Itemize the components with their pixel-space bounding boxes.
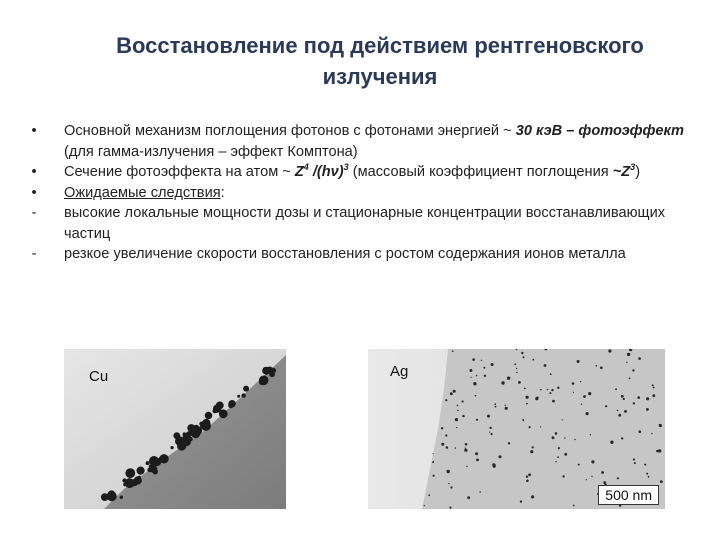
bullet-text: резкое увеличение скорости восстановления с ростом содержания ионов металла — [64, 246, 626, 262]
ag-label: Ag — [390, 363, 409, 380]
formula-z: Z — [294, 164, 304, 180]
bullet-text-expected: Ожидаемые следствия — [64, 184, 221, 201]
formula-exp: 4 — [303, 162, 309, 173]
formula-exp: 3 — [343, 162, 349, 173]
bullet-item — [28, 183, 693, 204]
formula-hv: /(hν) — [308, 164, 344, 180]
bullet-item — [28, 162, 693, 183]
bullet-item — [28, 121, 693, 162]
bullet-marker: • — [31, 164, 37, 180]
title-line-2: излучения — [322, 64, 438, 89]
bullet-text: : — [220, 184, 225, 201]
bullet-item — [28, 244, 693, 265]
cu-micrograph — [64, 349, 286, 509]
bullet-text: высокие локальные мощности дозы и стационарные концентрации восстанавливающих частиц — [64, 205, 666, 242]
bullet-list — [28, 121, 693, 265]
cu-label: Cu — [89, 368, 109, 385]
bullet-item — [28, 203, 693, 244]
bullet-text: (массовый коэффициент поглощения — [348, 164, 613, 180]
bullet-text: (для гамма-излучения – эффект Комптона) — [64, 143, 358, 160]
ag-micrograph — [368, 349, 665, 509]
bullet-text: Основной механизм поглощения фотонов с фотонами энергией ~ — [64, 123, 516, 139]
bullet-marker: • — [31, 123, 37, 139]
formula-z3: ~Z — [612, 164, 631, 180]
bullet-marker: - — [31, 205, 37, 221]
formula-exp: 3 — [630, 162, 636, 173]
title-line-1: Восстановление под действием рентгеновского — [116, 33, 644, 58]
scale-bar: 500 nm — [598, 485, 659, 505]
bullet-text: ) — [635, 164, 641, 180]
bullet-marker: - — [31, 246, 37, 262]
bullet-marker: • — [31, 184, 37, 201]
bullet-text-energy: 30 кэВ — [515, 123, 563, 139]
bullet-text-photoeffect: – фотоэффект — [562, 123, 684, 139]
slide-title — [40, 30, 720, 92]
bullet-text: Сечение фотоэффекта на атом ~ — [64, 164, 295, 180]
